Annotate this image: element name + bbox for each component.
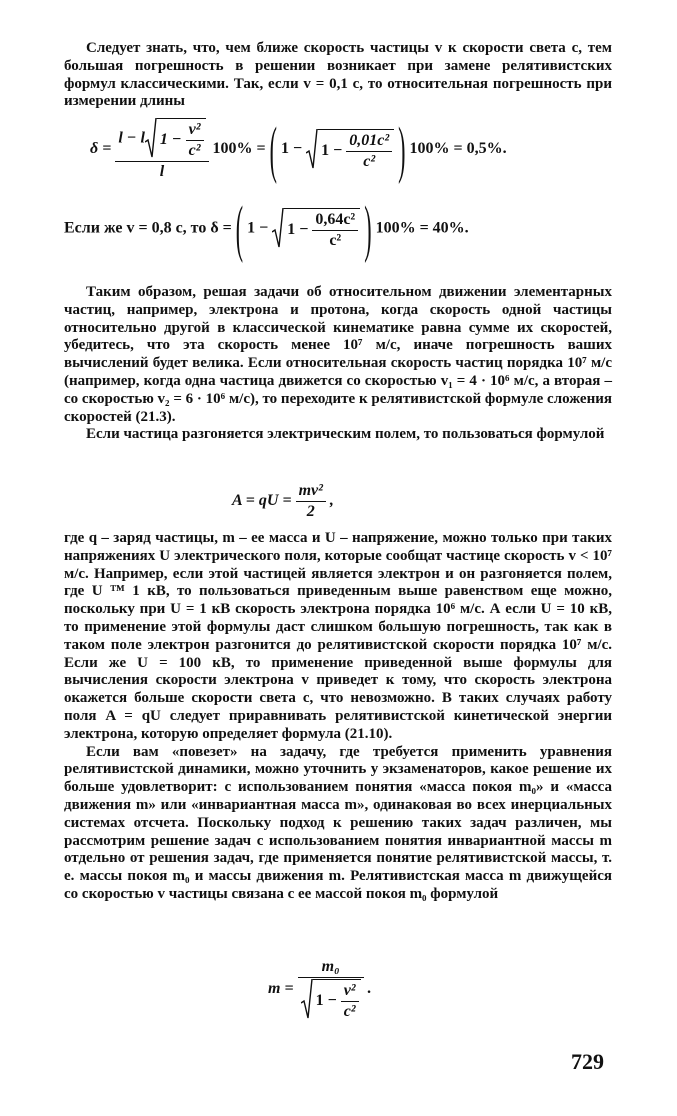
eq2-coef-064: 0,64c² <box>312 211 358 231</box>
eq3-lhs: A = qU = <box>232 492 292 510</box>
eq4-c-squared: c² <box>343 1003 356 1020</box>
paragraph-2 <box>64 284 612 444</box>
eq4-one-minus: 1 − <box>315 992 337 1010</box>
equation-relative-error-2: Если же v = 0,8 c, то δ = ( 1 − 1 − $\frac{\text{0,64c²}}{\text{c²}}$ ) 100% = 40%. <box>64 191 469 264</box>
eq1-den-c-squared: c² <box>363 152 376 170</box>
eq1-c-squared: c² <box>188 142 201 159</box>
eq1-rad-one-minus: 1 − <box>321 141 343 159</box>
eq4-fraction <box>298 958 364 1021</box>
eq1-result: 100% = 0,5%. <box>409 140 507 158</box>
eq1-fraction <box>115 118 208 181</box>
eq2-sqrt <box>272 208 360 250</box>
eq1-percent: 100% = <box>212 140 266 158</box>
eq1-denominator-l: l <box>159 163 165 180</box>
eq1-one-minus: 1 − <box>159 131 182 149</box>
eq1-paren-one-minus: 1 − <box>280 140 303 158</box>
equation-relative-error-1: δ = l − l 1 − $\frac{\text{v²}}{\text{c²}}$ l 100% = ( 1 − 1 − $\frac{\text{0,01c²}}{\text{c²}}$ ) 100% = 0,5%. <box>90 111 507 185</box>
eq3-denominator: 2 <box>306 503 315 520</box>
eq3-comma: , <box>329 492 334 510</box>
eq2-one-minus: 1 − <box>247 219 269 237</box>
paragraph-4-text: где q – заряд частицы, m – ее масса и U – напряжение, можно только при таких напряжениях U электрического поля, которые сообщат частице скорость v < 10⁷ м/с. Например, если этой частицей является электрон и он разгоняется полем, где U ™ 1 кВ, то пользоваться приведенным выше равенством еще можно, поскольку при U = 1 кВ скорость электрона порядка 10⁶ м/с. А если U = 10 кВ, то применение этой формулы даст слишком большую погрешность, так как в таком поле электрон разгонится до релятивистской скорости порядка 10⁷ м/с. Если же U = 100 кВ, то применение приведенной выше формулы для вычисления скорости электрона v приведет к тому, что скорость электрона окажется больше скорости света c, что невозможно. В таких случаях работу поля A = qU следует приравнивать релятивистской кинетической энергии электрона, которую определяет формула (21.10). <box>64 530 612 742</box>
eq4-lhs: m = <box>268 980 294 998</box>
paragraph-3-text: Если частица разгоняется электрическим полем, то пользоваться формулой <box>86 426 605 443</box>
paragraph-5-text: Если вам «повезет» на задачу, где требуется применить уравнения релятивистской динамики, можно уточнить у экзаменаторов, какое решение их больше удовлетворит: с использованием понятия «масса покоя m₀» и «масса движения m» или «инвариантная масса m», одинаковая во всех инерциальных системах отсчета. Поскольку подход к решению таких задач различен, мы рассмотрим решение задач с использованием понятия инвариантной массы m отдельно от решения задач, где применяется понятие релятивистской массы, т. е. массы покоя m₀ и массы движения m. Релятивистская масса m движущейся со скоростью v частицы связана с ее массой покоя m₀ формулой <box>64 743 612 902</box>
eq1-coef-001: 0,01c² <box>346 132 392 152</box>
eq2-lead-text: Если же v = 0,8 c, то δ = <box>64 219 232 237</box>
eq1-v-squared: v² <box>186 121 204 141</box>
eq4-period: . <box>367 980 372 998</box>
page-number: 729 <box>571 1049 604 1074</box>
eq1-sqrt-2 <box>306 129 394 171</box>
equation-work-energy <box>232 482 334 521</box>
eq1-numerator-l: l − l <box>118 129 145 147</box>
eq2-den-c-squared: c² <box>329 232 342 249</box>
paragraph-4 <box>64 530 612 904</box>
paragraph-1 <box>64 40 612 111</box>
eq4-sqrt <box>301 979 361 1021</box>
eq1-sqrt <box>145 118 206 160</box>
eq3-numerator: mv² <box>296 482 326 502</box>
eq4-numerator: m₀ <box>298 958 364 978</box>
equation-relativistic-mass <box>268 958 372 1021</box>
eq4-v-squared: v² <box>341 982 359 1002</box>
paragraph-2-text: Таким образом, решая задачи об относительном движении элементарных частиц, например, электрона и протона, когда скорость одной частицы относительно другой в классической кинематике равна сумме их скоростей, убедитесь, что эта скорость менее 10⁷ м/с, иначе погрешность ваших вычислений будет велика. Если относительная скорость частиц порядка 10⁷ м/с (например, когда одна частица движется со скоростью v₁ = 4 · 10⁶ м/с, а вторая – со скоростью v₂ = 6 · 10⁶ м/с), то переходите к релятивистской формуле сложения скоростей (21.3). <box>64 284 612 425</box>
eq2-result: 100% = 40%. <box>375 219 469 237</box>
paragraph-1-text: Следует знать, что, чем ближе скорость частицы v к скорости света c, тем большая погрешность в решении возникает при замене релятивистских формул классическими. Так, если v = 0,1 c, то относительная погрешность при измерении длины <box>64 40 612 110</box>
eq2-rad-one-minus: 1 − <box>287 221 309 239</box>
eq1-lhs: δ = <box>90 140 112 158</box>
eq3-fraction <box>296 482 326 521</box>
